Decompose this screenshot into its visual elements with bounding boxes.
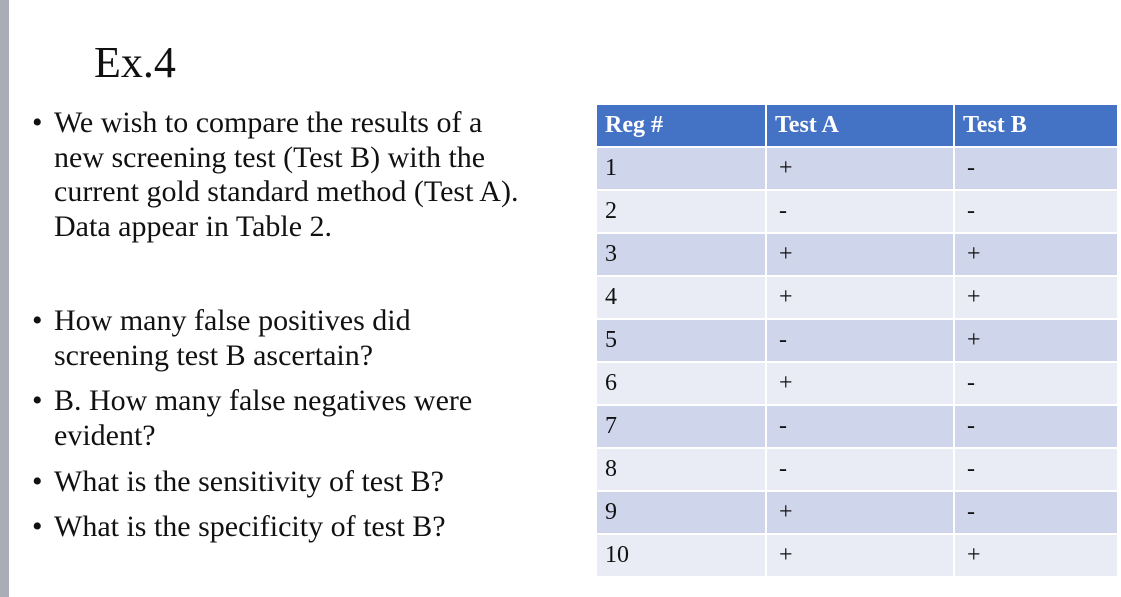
slide-left-accent-bar <box>0 0 9 597</box>
bullet-line: What is the specificity of test B? <box>54 510 446 543</box>
table-row <box>596 405 1118 448</box>
reg-number-cell: 2 <box>596 190 766 233</box>
table-row <box>596 534 1118 577</box>
test-b-cell: - <box>954 448 1118 491</box>
bullet-false-positives <box>32 304 411 373</box>
table-row <box>596 147 1118 190</box>
header-test-b: Test B <box>954 104 1118 147</box>
bullet-dot: • <box>32 510 43 543</box>
bullet-line: Data appear in Table 2. <box>54 209 333 243</box>
bullet-dot: • <box>32 384 43 417</box>
test-a-cell: - <box>766 448 954 491</box>
table-row <box>596 362 1118 405</box>
bullet-line: What is the sensitivity of test B? <box>54 465 444 498</box>
test-b-cell: - <box>954 405 1118 448</box>
header-test-a: Test A <box>766 104 954 147</box>
test-b-cell: + <box>954 534 1118 577</box>
table-row <box>596 448 1118 491</box>
bullet-line: We wish to compare the results of a <box>54 106 483 139</box>
bullet-dot: • <box>32 106 43 139</box>
bullet-line: new screening test (Test B) with the <box>54 140 486 174</box>
table-row <box>596 491 1118 534</box>
bullet-intro <box>32 106 518 244</box>
table-row <box>596 276 1118 319</box>
table-header-row <box>596 104 1118 147</box>
table-row <box>596 233 1118 276</box>
test-b-cell: + <box>954 319 1118 362</box>
reg-number-cell: 4 <box>596 276 766 319</box>
test-a-cell: - <box>766 405 954 448</box>
table-row <box>596 319 1118 362</box>
test-a-cell: - <box>766 319 954 362</box>
bullet-false-negatives <box>32 384 472 453</box>
bullet-dot: • <box>32 304 43 337</box>
test-a-cell: + <box>766 491 954 534</box>
bullet-line: evident? <box>54 418 156 452</box>
test-a-cell: - <box>766 190 954 233</box>
test-b-cell: - <box>954 147 1118 190</box>
reg-number-cell: 5 <box>596 319 766 362</box>
reg-number-cell: 3 <box>596 233 766 276</box>
reg-number-cell: 6 <box>596 362 766 405</box>
bullet-specificity <box>32 510 446 545</box>
test-b-cell: - <box>954 362 1118 405</box>
test-b-cell: - <box>954 491 1118 534</box>
test-a-cell: + <box>766 534 954 577</box>
reg-number-cell: 1 <box>596 147 766 190</box>
test-a-cell: + <box>766 276 954 319</box>
test-b-cell: + <box>954 276 1118 319</box>
test-a-cell: + <box>766 233 954 276</box>
bullet-dot: • <box>32 465 43 498</box>
table-row <box>596 190 1118 233</box>
test-a-cell: + <box>766 362 954 405</box>
reg-number-cell: 10 <box>596 534 766 577</box>
test-b-cell: - <box>954 190 1118 233</box>
reg-number-cell: 8 <box>596 448 766 491</box>
header-reg-number: Reg # <box>596 104 766 147</box>
bullet-line: current gold standard method (Test A). <box>54 175 519 208</box>
bullet-sensitivity <box>32 465 444 500</box>
test-a-cell: + <box>766 147 954 190</box>
bullet-line: B. How many false negatives were <box>54 384 473 417</box>
reg-number-cell: 9 <box>596 491 766 534</box>
reg-number-cell: 7 <box>596 405 766 448</box>
results-table <box>595 103 1119 578</box>
test-b-cell: + <box>954 233 1118 276</box>
slide-title: Ex.4 <box>94 38 176 87</box>
bullet-line: How many false positives did <box>54 304 411 337</box>
bullet-line: screening test B ascertain? <box>54 338 374 372</box>
